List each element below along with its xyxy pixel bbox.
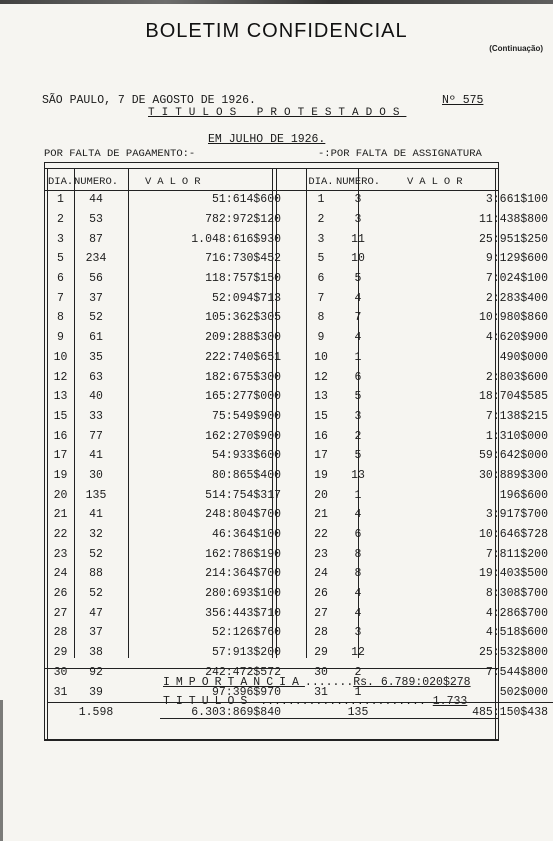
- page-top-edge: [0, 0, 553, 4]
- table-row: [48, 643, 553, 663]
- table-row: [48, 288, 553, 308]
- cell-d1: 6: [57, 272, 64, 286]
- cell-n1: 37: [89, 626, 103, 640]
- cell-v1: 782:972$120: [205, 213, 281, 227]
- cell-n1: 88: [89, 567, 103, 581]
- cell-v2: 3:661$100: [485, 193, 548, 207]
- cell-d1: 9: [57, 331, 64, 345]
- cell-v2: 7:811$200: [485, 547, 548, 561]
- cell-n2: 5: [354, 272, 362, 286]
- col-valor-2: VALOR: [407, 175, 469, 188]
- table-row: [48, 249, 553, 269]
- cell-v1: 75:549$900: [211, 409, 281, 423]
- table-row: [48, 426, 553, 446]
- cell-n2: 4: [354, 587, 362, 601]
- cell-d2: 24: [314, 567, 328, 581]
- col-dia-2: DIA.: [308, 175, 334, 188]
- cell-v1: 242:472$572: [205, 665, 281, 679]
- cell-v2: 4:620$900: [485, 331, 548, 345]
- table-top-rule: [44, 162, 499, 163]
- bulletin-number: Nº 575: [442, 94, 484, 107]
- cell-n2: 6: [354, 370, 362, 384]
- table-row: [48, 190, 553, 210]
- table-row: [48, 328, 553, 348]
- cell-n1: 63: [89, 370, 103, 384]
- cell-n2: 1: [354, 488, 362, 502]
- cell-v1: 214:364$700: [205, 567, 281, 581]
- cell-d1: 22: [53, 528, 68, 542]
- cell-n2: 8: [354, 567, 362, 581]
- cell-n1: 37: [89, 291, 103, 305]
- cell-d1: 15: [53, 409, 68, 423]
- titulos-dots: ........................: [260, 695, 426, 708]
- cell-n1: 32: [89, 528, 103, 542]
- cell-d1: 5: [57, 252, 64, 266]
- cell-v2: 18:704$585: [478, 390, 548, 404]
- cell-v2: 25:951$250: [478, 232, 548, 246]
- cell-d2: 31: [314, 685, 328, 699]
- right-section-label: -:POR FALTA DE ASSIGNATURA: [318, 148, 482, 160]
- table-row: [48, 348, 553, 368]
- cell-d2: 13: [314, 390, 328, 404]
- total-count-payment: 1.598: [73, 702, 119, 722]
- cell-n1: 30: [89, 468, 103, 482]
- cell-v1: 118:757$150: [205, 272, 281, 286]
- cell-v1: 1.048:616$930: [191, 232, 281, 246]
- cell-n1: 61: [89, 331, 103, 345]
- cell-d1: 20: [53, 488, 68, 502]
- cell-d2: 19: [314, 468, 328, 482]
- table-row: [48, 564, 553, 584]
- bulletin-title: BOLETIM CONFIDENCIAL: [145, 20, 408, 42]
- continuation-note: (Continuação): [489, 44, 543, 53]
- cell-v1: 209:288$300: [205, 331, 281, 345]
- importancia-dots: .......: [304, 676, 354, 689]
- col-numero: NUMERO.: [73, 175, 119, 188]
- section-title: TITULOS PROTESTADOS: [148, 107, 407, 119]
- cell-d1: 3: [57, 232, 64, 246]
- cell-d2: 10: [314, 350, 328, 364]
- importancia-label: IMPORTANCIA: [163, 676, 305, 689]
- table-row: [48, 525, 553, 545]
- cell-n2: 3: [354, 213, 362, 227]
- cell-v2: 25:532$800: [478, 646, 548, 660]
- table-bottom-rule: [44, 739, 499, 741]
- cell-n2: 4: [354, 291, 362, 305]
- cell-v1: 182:675$300: [205, 370, 281, 384]
- cell-v2: 1:310$000: [485, 429, 548, 443]
- cell-n2: 5: [354, 449, 362, 463]
- cell-n2: 7: [354, 311, 362, 325]
- cell-d1: 24: [53, 567, 68, 581]
- cell-d1: 27: [53, 606, 68, 620]
- cell-n1: 35: [89, 350, 103, 364]
- cell-n1: 33: [89, 409, 103, 423]
- cell-n2: 3: [354, 409, 362, 423]
- page-left-edge: [0, 700, 3, 841]
- cell-v2: 59:642$000: [478, 449, 548, 463]
- table-row: [48, 210, 553, 230]
- cell-n2: 3: [354, 626, 362, 640]
- cell-d2: 3: [317, 232, 325, 246]
- cell-d1: 28: [53, 626, 68, 640]
- cell-n1: 234: [85, 252, 107, 266]
- cell-n1: 47: [89, 606, 103, 620]
- cell-v2: 2:283$400: [485, 291, 548, 305]
- cell-n2: 4: [354, 331, 362, 345]
- table-row: [48, 407, 553, 427]
- cell-v1: 162:270$900: [205, 429, 281, 443]
- table-row: [48, 505, 553, 525]
- cell-n1: 52: [89, 547, 103, 561]
- cell-v1: 165:277$000: [205, 390, 281, 404]
- cell-v2: 19:403$500: [478, 567, 548, 581]
- cell-n1: 41: [89, 449, 103, 463]
- cell-n1: 52: [89, 311, 103, 325]
- cell-v1: 57:913$200: [211, 646, 281, 660]
- titulos-value: 1.733: [432, 695, 468, 708]
- cell-d1: 21: [53, 508, 68, 522]
- cell-d2: 2: [317, 213, 325, 227]
- cell-v1: 248:804$700: [205, 508, 281, 522]
- cell-v2: 4:286$700: [485, 606, 548, 620]
- cell-v1: 105:362$305: [205, 311, 281, 325]
- cell-d2: 28: [314, 626, 328, 640]
- table-row: [48, 544, 553, 564]
- cell-n2: 5: [354, 390, 362, 404]
- cell-n1: 41: [89, 508, 103, 522]
- cell-d2: 20: [314, 488, 328, 502]
- cell-n2: 1: [354, 350, 362, 364]
- cell-n2: 3: [354, 193, 362, 207]
- cell-d2: 8: [317, 311, 325, 325]
- cell-n2: 13: [351, 468, 365, 482]
- cell-v1: 514:754$317: [205, 488, 281, 502]
- cell-d1: 7: [57, 291, 64, 305]
- table-header-row: [48, 173, 553, 190]
- cell-v1: 52:094$713: [211, 291, 281, 305]
- cell-n2: 11: [351, 232, 365, 246]
- cell-d1: 17: [53, 449, 68, 463]
- cell-d1: 23: [53, 547, 68, 561]
- cell-d1: 30: [53, 665, 68, 679]
- cell-d2: 29: [314, 646, 328, 660]
- cell-n2: 4: [354, 508, 362, 522]
- cell-v2: 10:646$728: [478, 528, 548, 542]
- cell-d2: 17: [314, 449, 328, 463]
- cell-d2: 1: [317, 193, 325, 207]
- cell-v1: 280:693$100: [205, 587, 281, 601]
- frame-left: [44, 162, 45, 741]
- cell-n1: 135: [85, 488, 107, 502]
- table-row: [48, 603, 553, 623]
- cell-v2: 30:889$300: [478, 468, 548, 482]
- cell-d1: 29: [53, 646, 68, 660]
- table-row: [48, 584, 553, 604]
- cell-v1: 162:786$190: [205, 547, 281, 561]
- cell-d2: 23: [314, 547, 328, 561]
- cell-d2: 26: [314, 587, 328, 601]
- cell-d2: 15: [314, 409, 328, 423]
- cell-d1: 16: [53, 429, 68, 443]
- table-row: [48, 387, 553, 407]
- cell-n1: 40: [89, 390, 103, 404]
- cell-d1: 31: [53, 685, 68, 699]
- importancia-value: Rs. 6.789:020$278: [353, 676, 471, 689]
- total-count-signature: 135: [335, 702, 381, 722]
- cell-v2: 7:024$100: [485, 272, 548, 286]
- cell-n2: 8: [354, 547, 362, 561]
- table-row: [48, 485, 553, 505]
- cell-n1: 52: [89, 587, 103, 601]
- cell-d1: 12: [53, 370, 68, 384]
- cell-v1: 80:865$400: [211, 468, 281, 482]
- cell-v2: 4:518$600: [485, 626, 548, 640]
- cell-d1: 19: [53, 468, 68, 482]
- table-row: [48, 308, 553, 328]
- cell-v2: 490$000: [499, 350, 548, 364]
- period-heading: EM JULHO DE 1926.: [208, 133, 326, 146]
- table-row: [48, 623, 553, 643]
- cell-v2: 3:917$700: [485, 508, 548, 522]
- cell-v2: 8:308$700: [485, 587, 548, 601]
- cell-n2: 2: [354, 429, 362, 443]
- cell-v2: 196$600: [499, 488, 548, 502]
- cell-n1: 39: [89, 685, 103, 699]
- cell-v1: 222:740$651: [205, 350, 281, 364]
- total-value-signature: 485:150$438: [381, 702, 553, 722]
- cell-d2: 27: [314, 606, 328, 620]
- cell-n2: 1: [354, 685, 362, 699]
- table-row: [48, 466, 553, 486]
- total-value-payment: 6.303:869$840: [119, 702, 295, 722]
- cell-n1: 38: [89, 646, 103, 660]
- cell-n1: 53: [89, 213, 103, 227]
- cell-d2: 21: [314, 508, 328, 522]
- place-date: SÃO PAULO, 7 DE AGOSTO DE 1926.: [42, 94, 256, 107]
- cell-d2: 22: [314, 528, 328, 542]
- left-section-label: POR FALTA DE PAGAMENTO:-: [44, 148, 196, 160]
- cell-d2: 12: [314, 370, 328, 384]
- cell-v1: 716:730$452: [205, 252, 281, 266]
- cell-d1: 8: [57, 311, 64, 325]
- cell-d1: 13: [53, 390, 68, 404]
- cell-v1: 97:396$970: [211, 685, 281, 699]
- cell-d2: 30: [314, 665, 328, 679]
- cell-n2: 10: [351, 252, 365, 266]
- cell-d2: 5: [317, 252, 325, 266]
- cell-n2: 6: [354, 528, 362, 542]
- table-row: [48, 367, 553, 387]
- table-row: [48, 446, 553, 466]
- cell-d2: 16: [314, 429, 328, 443]
- cell-n1: 87: [89, 232, 103, 246]
- cell-v2: 9:129$600: [485, 252, 548, 266]
- col-valor: VALOR: [145, 175, 207, 188]
- importancia-line: [163, 676, 471, 689]
- cell-v1: 46:364$100: [211, 528, 281, 542]
- cell-v2: 7:544$800: [485, 665, 548, 679]
- cell-v1: 52:126$760: [211, 626, 281, 640]
- table-row: [48, 229, 553, 249]
- cell-v1: 356:443$710: [205, 606, 281, 620]
- cell-d1: 2: [57, 213, 64, 227]
- cell-n1: 77: [89, 429, 103, 443]
- cell-v2: 7:138$215: [485, 409, 548, 423]
- cell-d1: 26: [53, 587, 68, 601]
- col-dia: DIA.: [48, 175, 74, 188]
- cell-v1: 54:933$600: [211, 449, 281, 463]
- titulos-label: TITULOS: [163, 695, 254, 708]
- cell-d2: 9: [317, 331, 325, 345]
- cell-v1: 51:614$600: [211, 193, 281, 207]
- cell-n2: 2: [354, 665, 362, 679]
- cell-d1: 10: [53, 350, 68, 364]
- cell-n2: 12: [351, 646, 365, 660]
- protests-table: [48, 173, 553, 723]
- cell-n1: 56: [89, 272, 103, 286]
- cell-n2: 4: [354, 606, 362, 620]
- cell-d2: 7: [317, 291, 325, 305]
- cell-v2: 11:438$800: [478, 213, 548, 227]
- cell-d2: 6: [317, 272, 325, 286]
- cell-n1: 44: [89, 193, 103, 207]
- cell-n1: 92: [89, 665, 103, 679]
- titulos-line: [163, 695, 467, 708]
- table-row: [48, 269, 553, 289]
- cell-v2: 10:980$860: [478, 311, 548, 325]
- cell-v2: 2:803$600: [485, 370, 548, 384]
- col-numero-2: NUMERO.: [335, 175, 381, 188]
- cell-d1: 1: [57, 193, 64, 207]
- cell-v2: 502$000: [499, 685, 548, 699]
